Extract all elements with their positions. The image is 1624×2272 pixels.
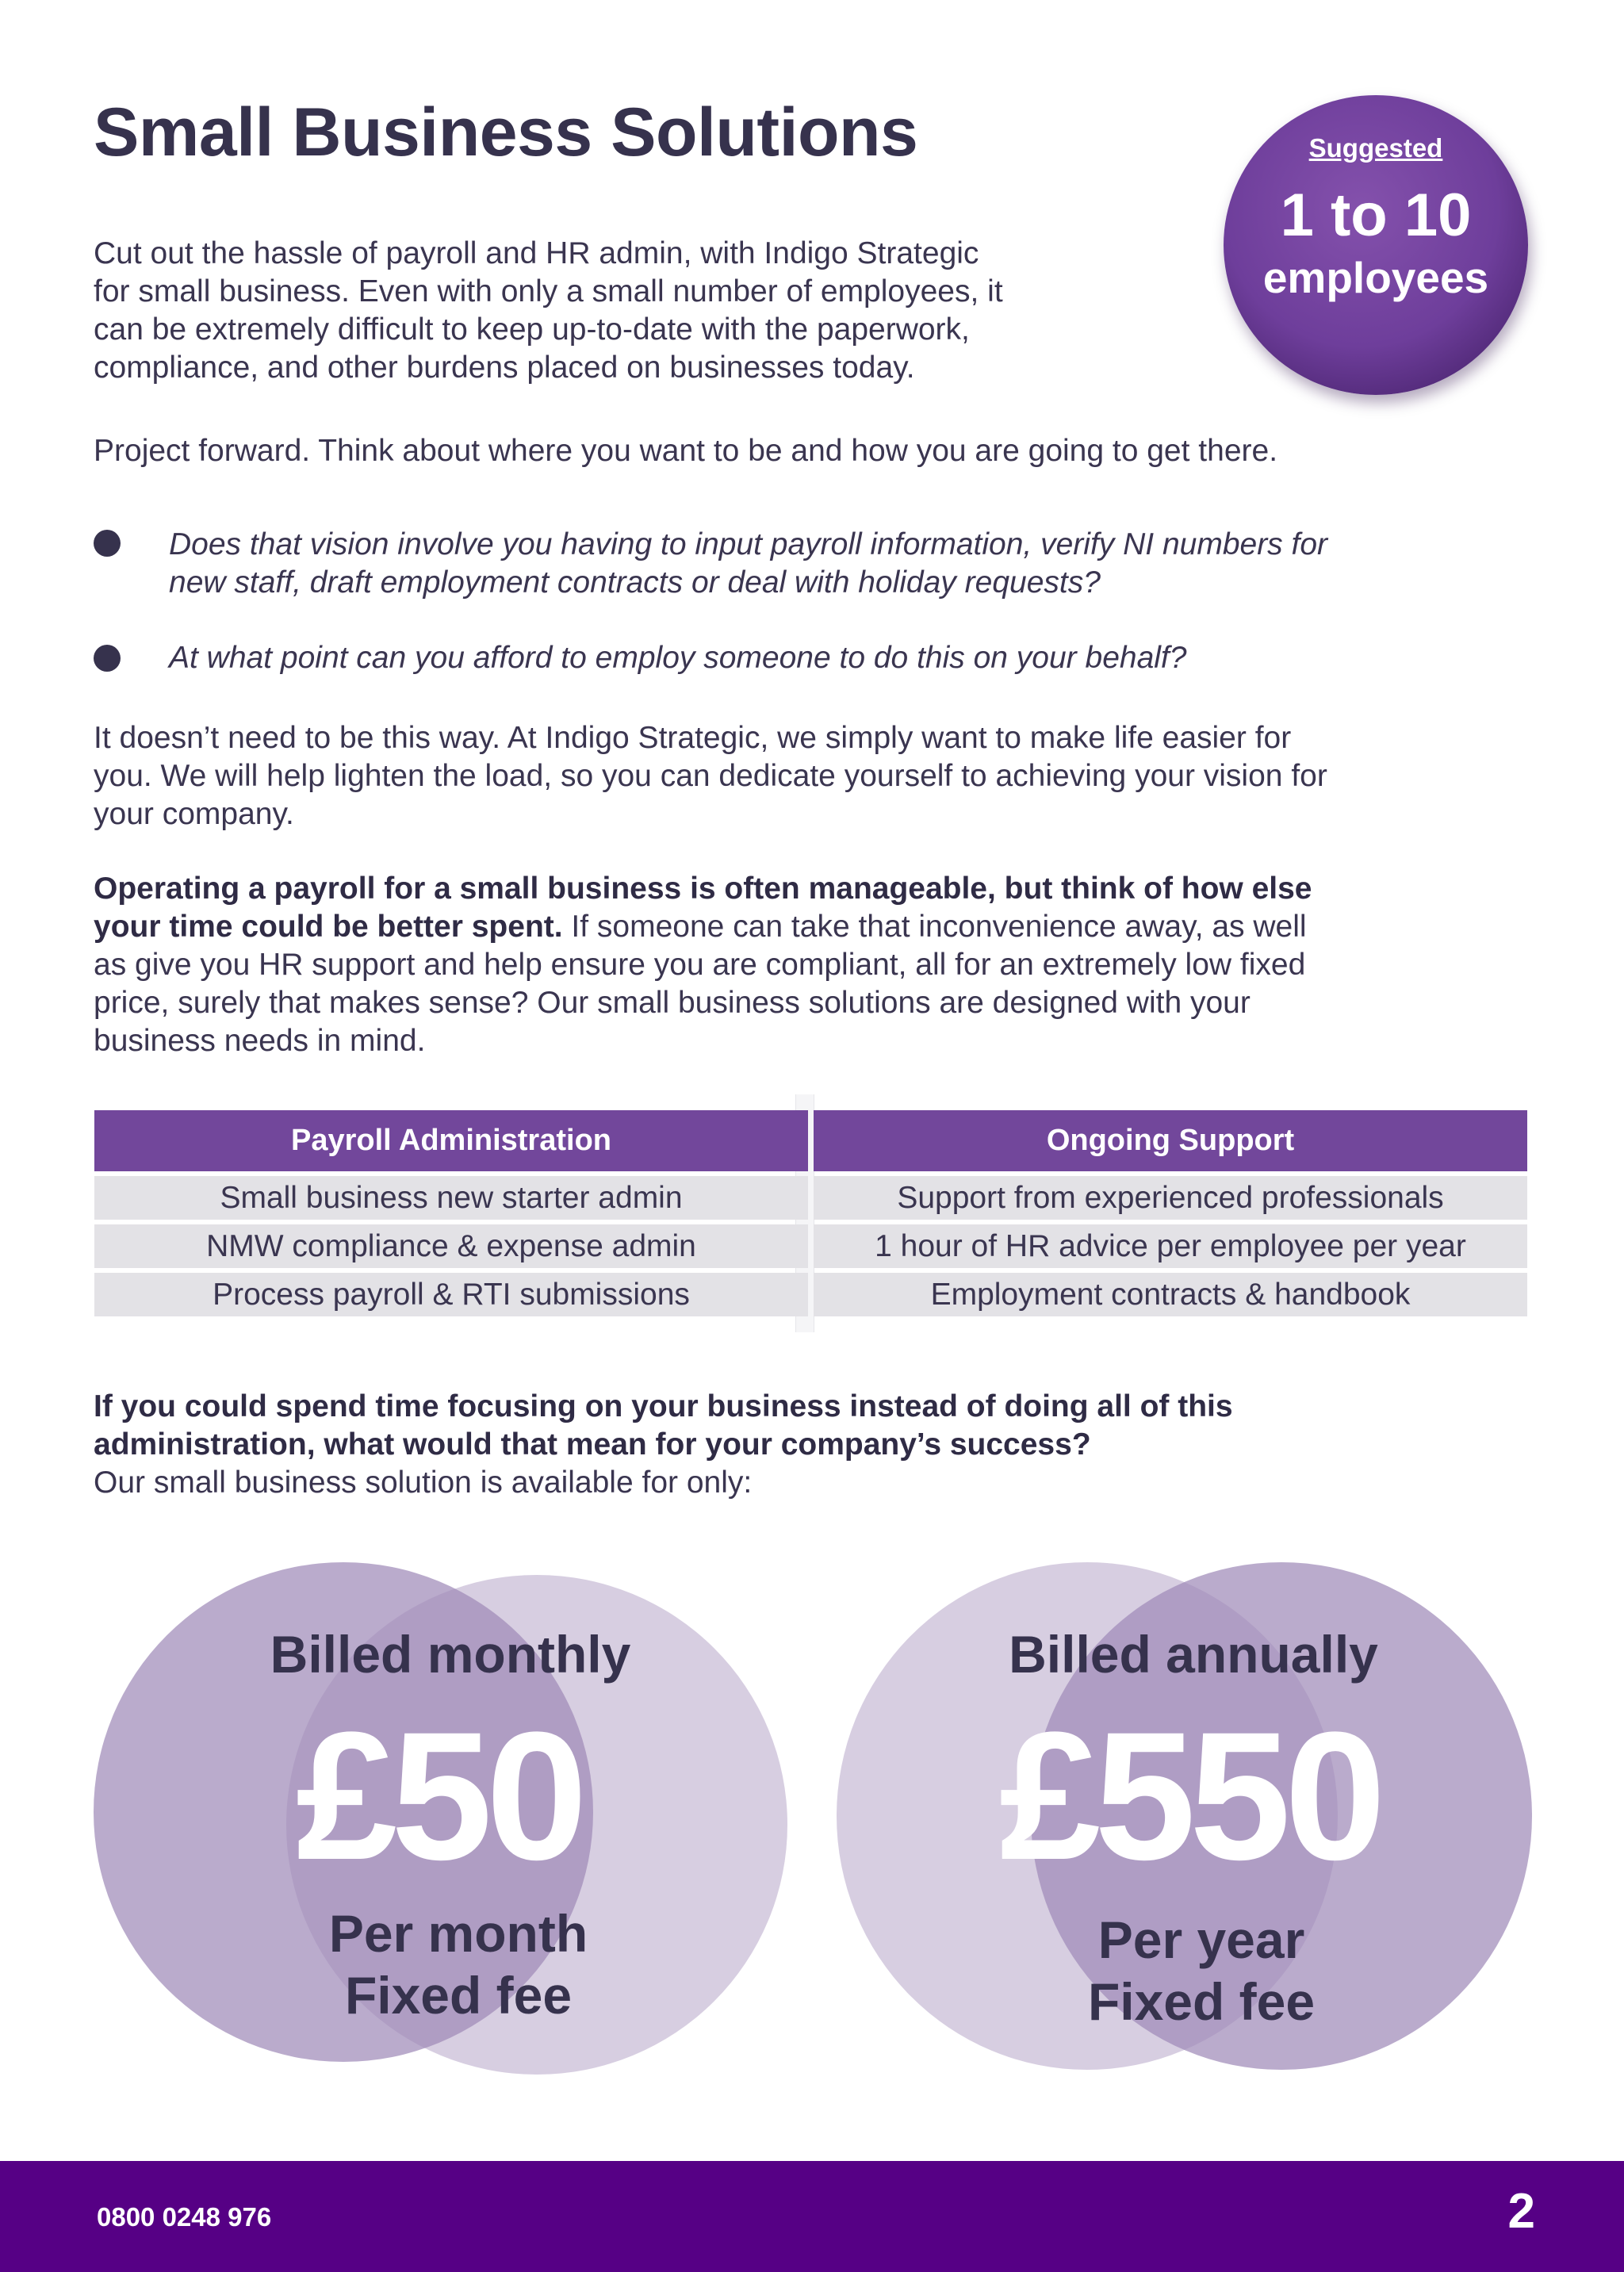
table-header: Ongoing Support bbox=[814, 1110, 1527, 1171]
intro-line: can be extremely difficult to keep up-to-date with the paperwork, bbox=[94, 312, 970, 347]
badge-unit: employees bbox=[1262, 253, 1489, 302]
page-title: Small Business Solutions bbox=[94, 94, 918, 170]
table-ongoing-support bbox=[814, 1110, 1527, 1316]
bullet-item-vision bbox=[169, 526, 1327, 602]
footer-phone[interactable]: 0800 0248 976 bbox=[97, 2202, 272, 2232]
table-row: Employment contracts & handbook bbox=[814, 1273, 1527, 1316]
price-monthly bbox=[94, 1554, 807, 2078]
cta-paragraph bbox=[94, 1388, 1233, 1502]
paragraph-line: price, surely that makes sense? Our small business solutions are designed with your bbox=[94, 986, 1251, 1020]
paragraph-line: Our small business solution is available for only: bbox=[94, 1465, 753, 1500]
footer-bar bbox=[0, 2161, 1624, 2272]
table-header: Payroll Administration bbox=[94, 1110, 808, 1171]
table-row: 1 hour of HR advice per employee per year bbox=[814, 1224, 1527, 1268]
intro-paragraph bbox=[94, 235, 1003, 387]
table-row: Small business new starter admin bbox=[94, 1176, 808, 1220]
emphasis-text: If you could spend time focusing on your business instead of doing all of this bbox=[94, 1389, 1233, 1423]
billing-period-label: Billed monthly bbox=[270, 1625, 631, 1684]
fixed-fee-label: Fixed fee bbox=[1087, 1972, 1316, 2031]
project-forward-text: Project forward. Think about where you want to be and how you are going to get there. bbox=[94, 434, 1278, 468]
paragraph-line: you. We will help lighten the load, so you can dedicate yourself to achieving your vision for bbox=[94, 759, 1327, 793]
paragraph-line: as give you HR support and help ensure you are compliant, all for an extremely low fixed bbox=[94, 948, 1306, 982]
price-amount: £550 bbox=[999, 1694, 1380, 1898]
suggested-employees-badge bbox=[1224, 95, 1528, 395]
price-amount: £50 bbox=[296, 1694, 581, 1898]
bullet-icon bbox=[94, 645, 121, 672]
bullet-line: At what point can you afford to employ someone to do this on your behalf? bbox=[169, 641, 1187, 675]
page-number: 2 bbox=[1507, 2184, 1535, 2239]
emphasis-text: your time could be better spent. bbox=[94, 910, 563, 944]
fixed-fee-label: Fixed fee bbox=[344, 1966, 573, 2025]
intro-line: Cut out the hassle of payroll and HR admin, with Indigo Strategic bbox=[94, 236, 979, 270]
table-row: Process payroll & RTI submissions bbox=[94, 1273, 808, 1316]
make-life-easier-paragraph bbox=[94, 719, 1327, 833]
intro-line: for small business. Even with only a small number of employees, it bbox=[94, 274, 1003, 308]
table-row: Support from experienced professionals bbox=[814, 1176, 1527, 1220]
emphasis-text: administration, what would that mean for your company’s success? bbox=[94, 1427, 1091, 1462]
paragraph-line: It doesn’t need to be this way. At Indigo Strategic, we simply want to make life easier for bbox=[94, 721, 1292, 755]
paragraph-line: business needs in mind. bbox=[94, 1024, 426, 1058]
bullet-icon bbox=[94, 530, 121, 557]
table-payroll-administration bbox=[94, 1110, 808, 1316]
bullet-item-afford bbox=[169, 639, 1186, 677]
badge-suggested-label: Suggested bbox=[1308, 133, 1443, 163]
price-period: Per year bbox=[1097, 1910, 1305, 1969]
price-period: Per month bbox=[328, 1904, 588, 1963]
emphasis-text: Operating a payroll for a small business is often manageable, but think of how else bbox=[94, 872, 1312, 906]
bullet-line: new staff, draft employment contracts or deal with holiday requests? bbox=[169, 565, 1101, 600]
paragraph-text: If someone can take that inconvenience away, as well bbox=[562, 910, 1307, 944]
billing-period-label: Billed annually bbox=[1009, 1625, 1378, 1684]
badge-range: 1 to 10 bbox=[1280, 182, 1472, 249]
bullet-line: Does that vision involve you having to input payroll information, verify NI numbers for bbox=[169, 527, 1328, 561]
price-annual bbox=[837, 1554, 1550, 2078]
intro-line: compliance, and other burdens placed on businesses today. bbox=[94, 351, 915, 385]
table-row: NMW compliance & expense admin bbox=[94, 1224, 808, 1268]
operating-payroll-paragraph bbox=[94, 870, 1312, 1060]
paragraph-line: your company. bbox=[94, 797, 294, 831]
